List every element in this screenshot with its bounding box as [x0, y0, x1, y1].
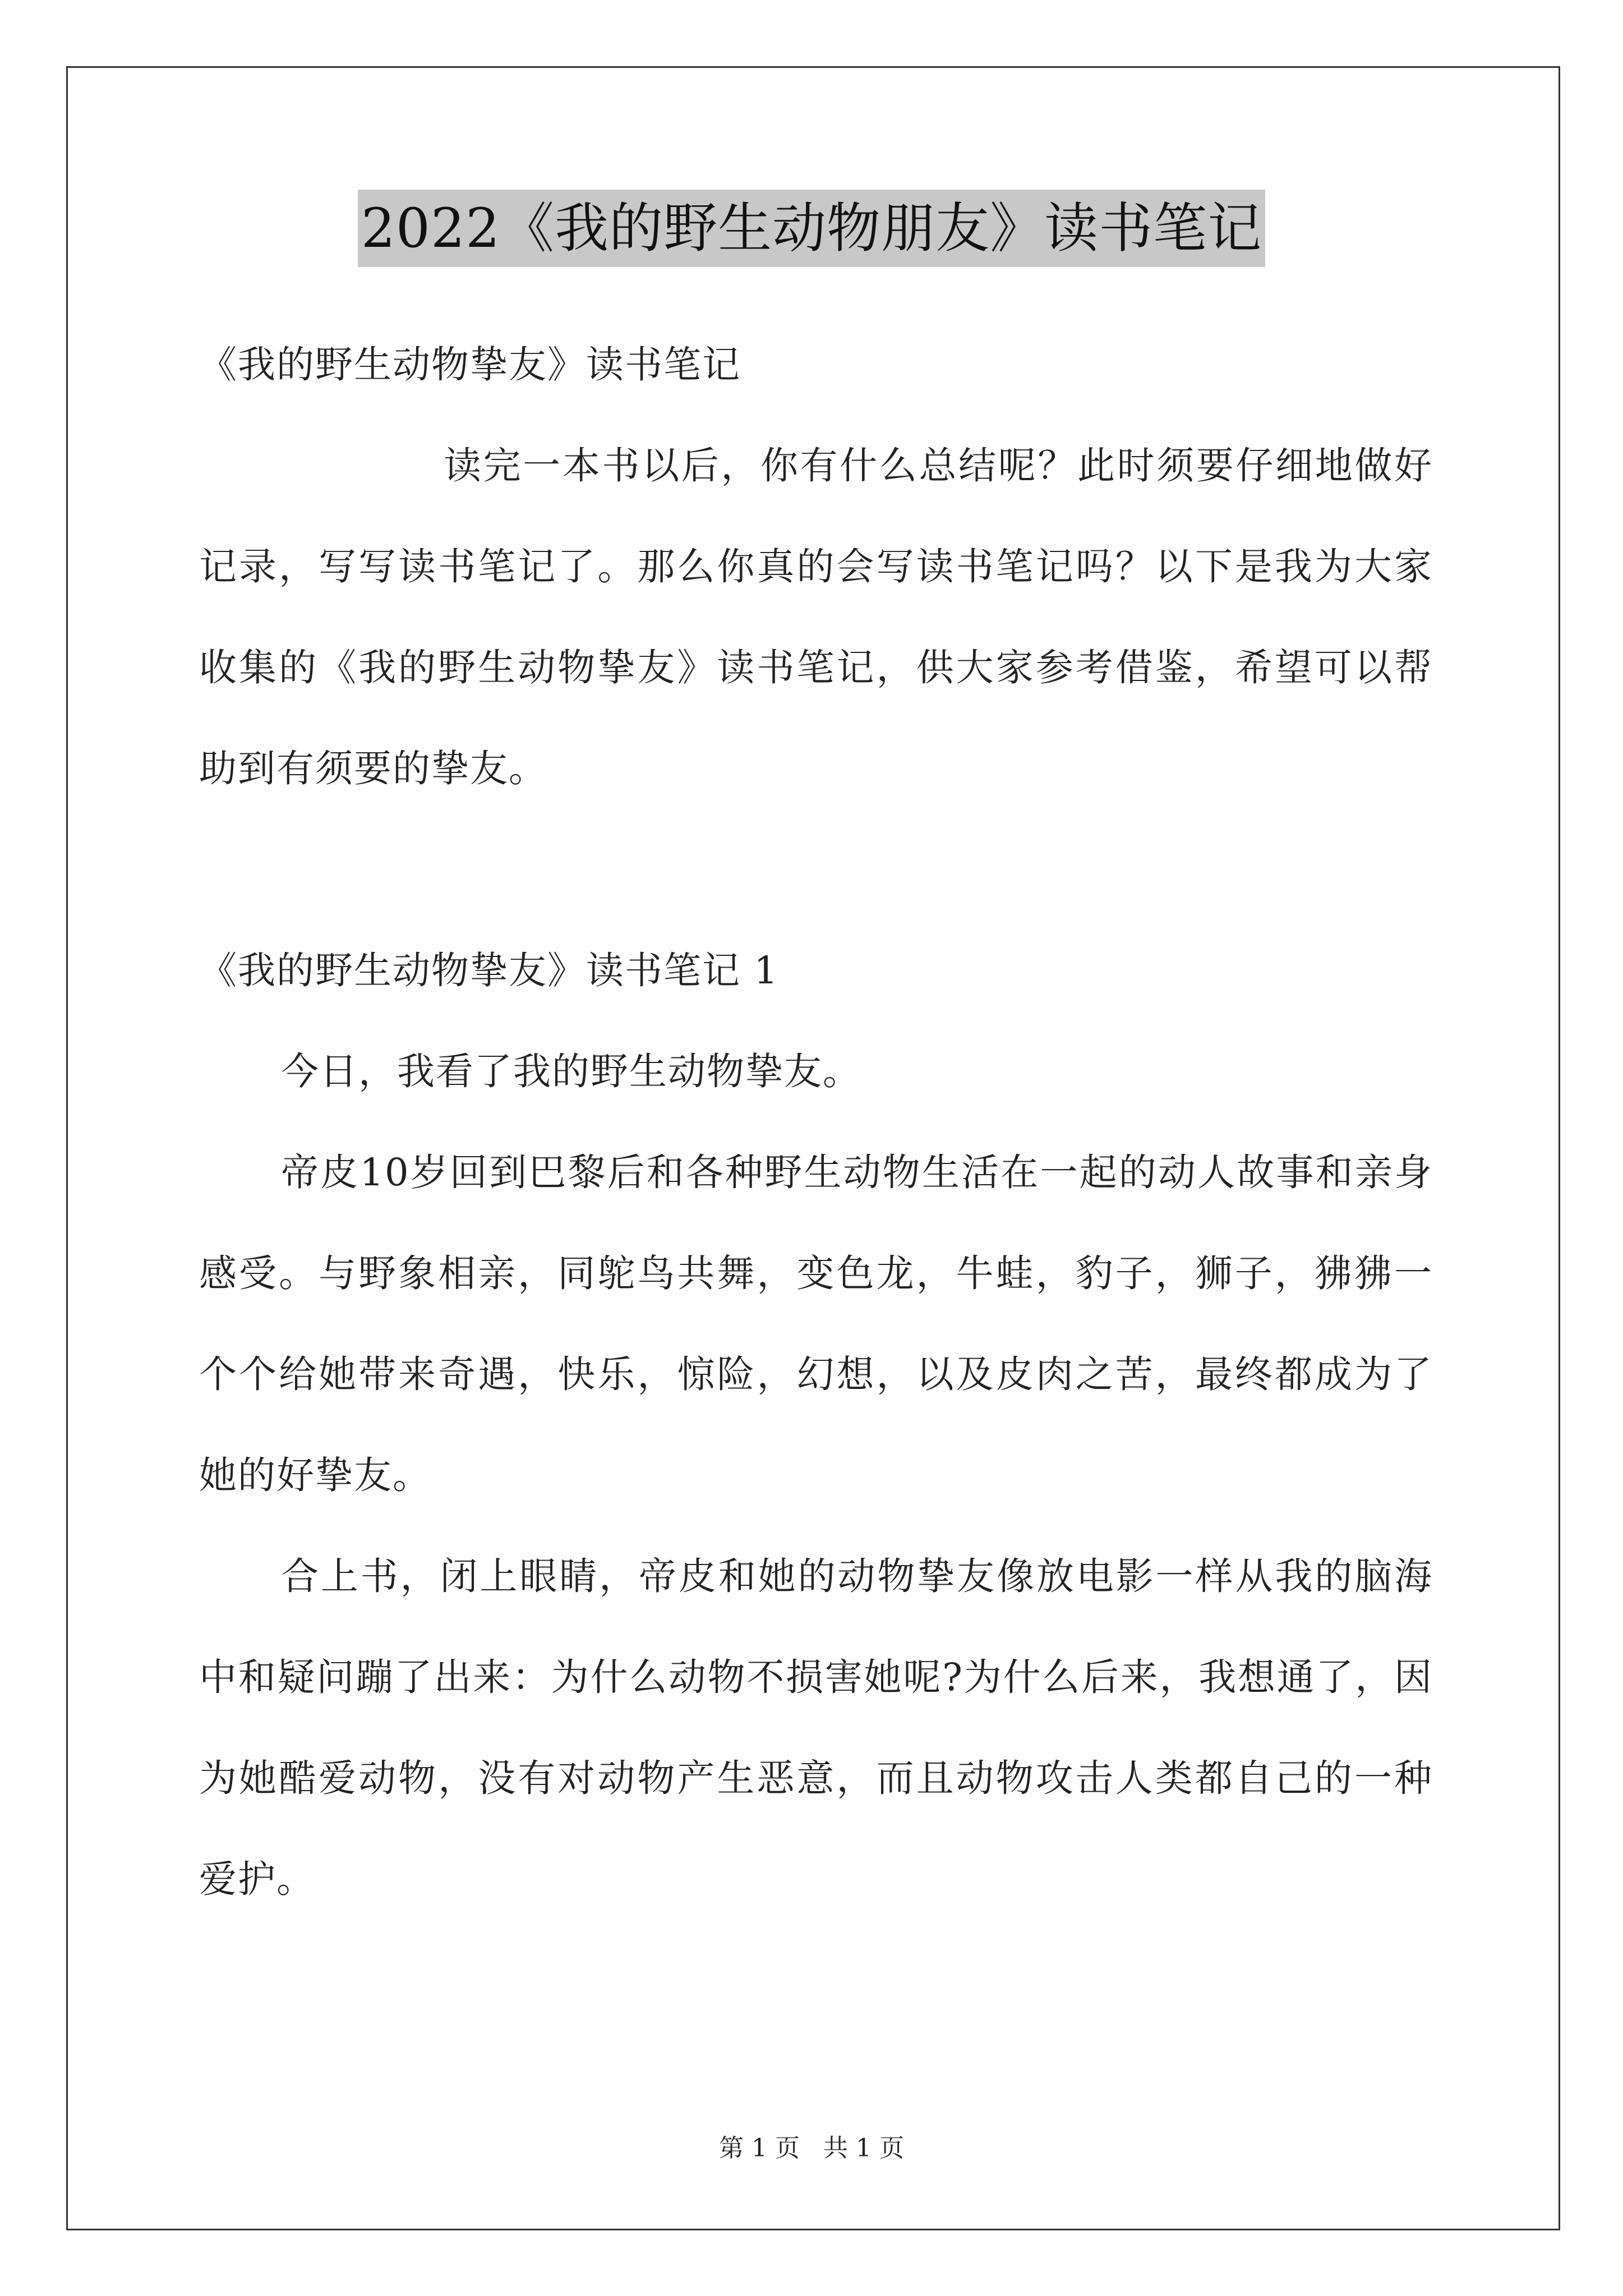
page-footer: 第 1 页 共 1 页	[719, 2134, 904, 2162]
intro-paragraph: 读完一本书以后，你有什么总结呢？此时须要仔细地做好记录，写写读书笔记了。那么你真的会写读书笔记吗？以下是我为大家收集的《我的野生动物挚友》读书笔记，供大家参考借鉴，希望可以帮助到有须要的挚友。	[199, 444, 1433, 790]
body-paragraph-1: 今日，我看了我的野生动物挚友。	[281, 1050, 861, 1093]
document-title: 2022《我的野生动物朋友》读书笔记	[358, 190, 1265, 267]
document-title-block	[0, 190, 1623, 267]
section-heading: 《我的野生动物挚友》读书笔记 1	[199, 949, 779, 992]
document-body	[199, 314, 1433, 1930]
document-subtitle: 《我的野生动物挚友》读书笔记	[199, 343, 741, 386]
body-paragraph-2: 帝皮10岁回到巴黎后和各种野生动物生活在一起的动人故事和亲身感受。与野象相亲，同鸵鸟共舞，变色龙，牛蛙，豹子，狮子，狒狒一个个给她带来奇遇，快乐，惊险，幻想，以及皮肉之苦，最终都成为了她的好挚友。	[199, 1151, 1433, 1497]
body-paragraph-3: 合上书，闭上眼睛，帝皮和她的动物挚友像放电影一样从我的脑海中和疑问蹦了出来：为什么动物不损害她呢?为什么后来，我想通了，因为她酷爱动物，没有对动物产生恶意，而且动物攻击人类都自己的一种爱护。	[199, 1554, 1433, 1901]
paragraph-spacer	[199, 819, 1433, 920]
